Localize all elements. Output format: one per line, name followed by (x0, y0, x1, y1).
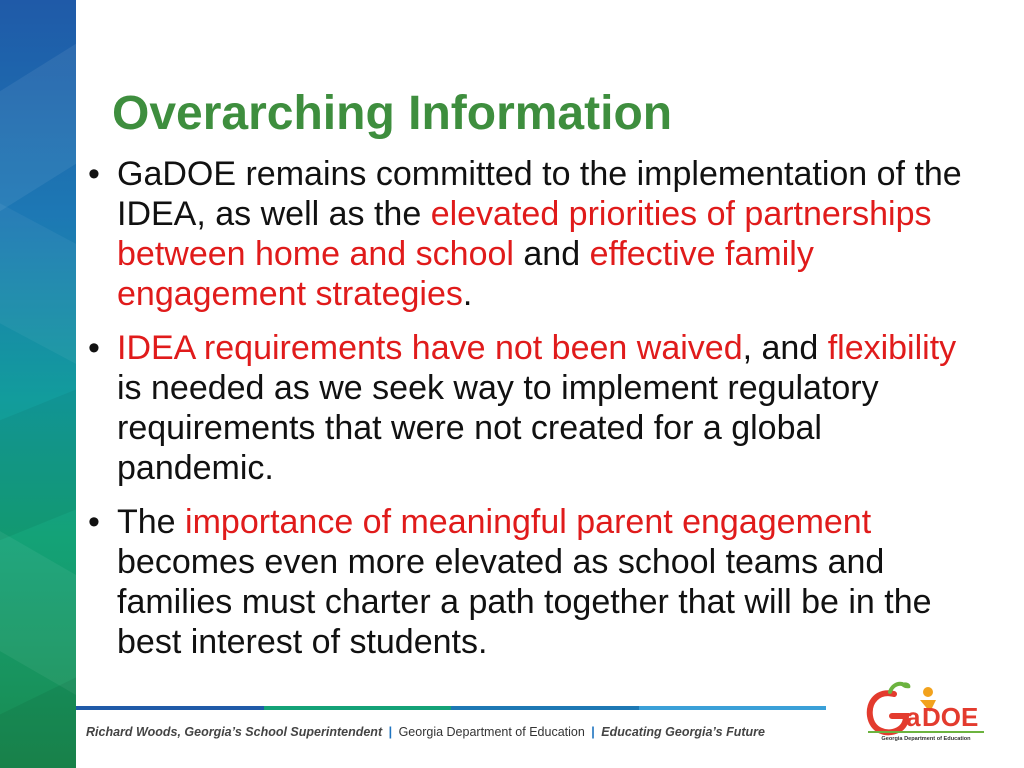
footer-department: Georgia Department of Education (398, 725, 585, 739)
footer-rule (76, 706, 826, 710)
highlighted-text-run: effective family engagement strategies (117, 235, 814, 313)
footer-rule-segment (76, 706, 264, 710)
sidebar-gradient-band (0, 0, 76, 768)
footer-text (86, 723, 846, 741)
text-run: is needed as we seek way to implement regulatory requirements that were not created for a global pandemic. (117, 369, 879, 487)
bullet-list (88, 154, 968, 676)
highlighted-text-run: elevated priorities of partnerships between home and school (117, 195, 932, 273)
bullet-item (88, 328, 968, 488)
footer-tagline: Educating Georgia’s Future (601, 725, 765, 739)
text-run: and (513, 235, 590, 273)
bullet-item (88, 502, 968, 662)
text-run: The (117, 503, 186, 541)
sidebar-facet (0, 193, 76, 387)
highlighted-text-run: flexibility (827, 329, 957, 367)
bullet-dot: • (88, 503, 100, 541)
footer-separator: | (388, 725, 393, 739)
sidebar-facet (0, 372, 76, 549)
bullet-dot: • (88, 155, 100, 193)
highlighted-text-run: importance of meaningful parent engagement (185, 503, 872, 541)
gadoe-logo (864, 678, 988, 744)
bullet-item (88, 154, 968, 314)
logo-wordmark: DOE (922, 702, 979, 732)
footer-rule-segment (264, 706, 452, 710)
footer-superintendent: Richard Woods, Georgia’s School Superintendent (86, 725, 383, 739)
text-run: , and (742, 329, 828, 367)
bullet-dot: • (88, 329, 100, 367)
highlighted-text-run: IDEA requirements have not been waived (117, 329, 743, 367)
sidebar-facet (0, 16, 76, 223)
footer-separator: | (591, 725, 595, 739)
text-run: becomes even more elevated as school teams and families must charter a path together that will be in the best interest of students. (117, 543, 932, 661)
logo-wordmark: a (906, 702, 921, 732)
logo-subtitle: Georgia Department of Education (881, 736, 971, 742)
footer-rule-segment (451, 706, 639, 710)
slide-title: Overarching Information (112, 87, 673, 140)
footer-rule-segment (639, 706, 827, 710)
text-run: . (462, 275, 473, 313)
text-run: GaDOE remains committed to the implementation of the IDEA, as well as the (117, 155, 962, 233)
